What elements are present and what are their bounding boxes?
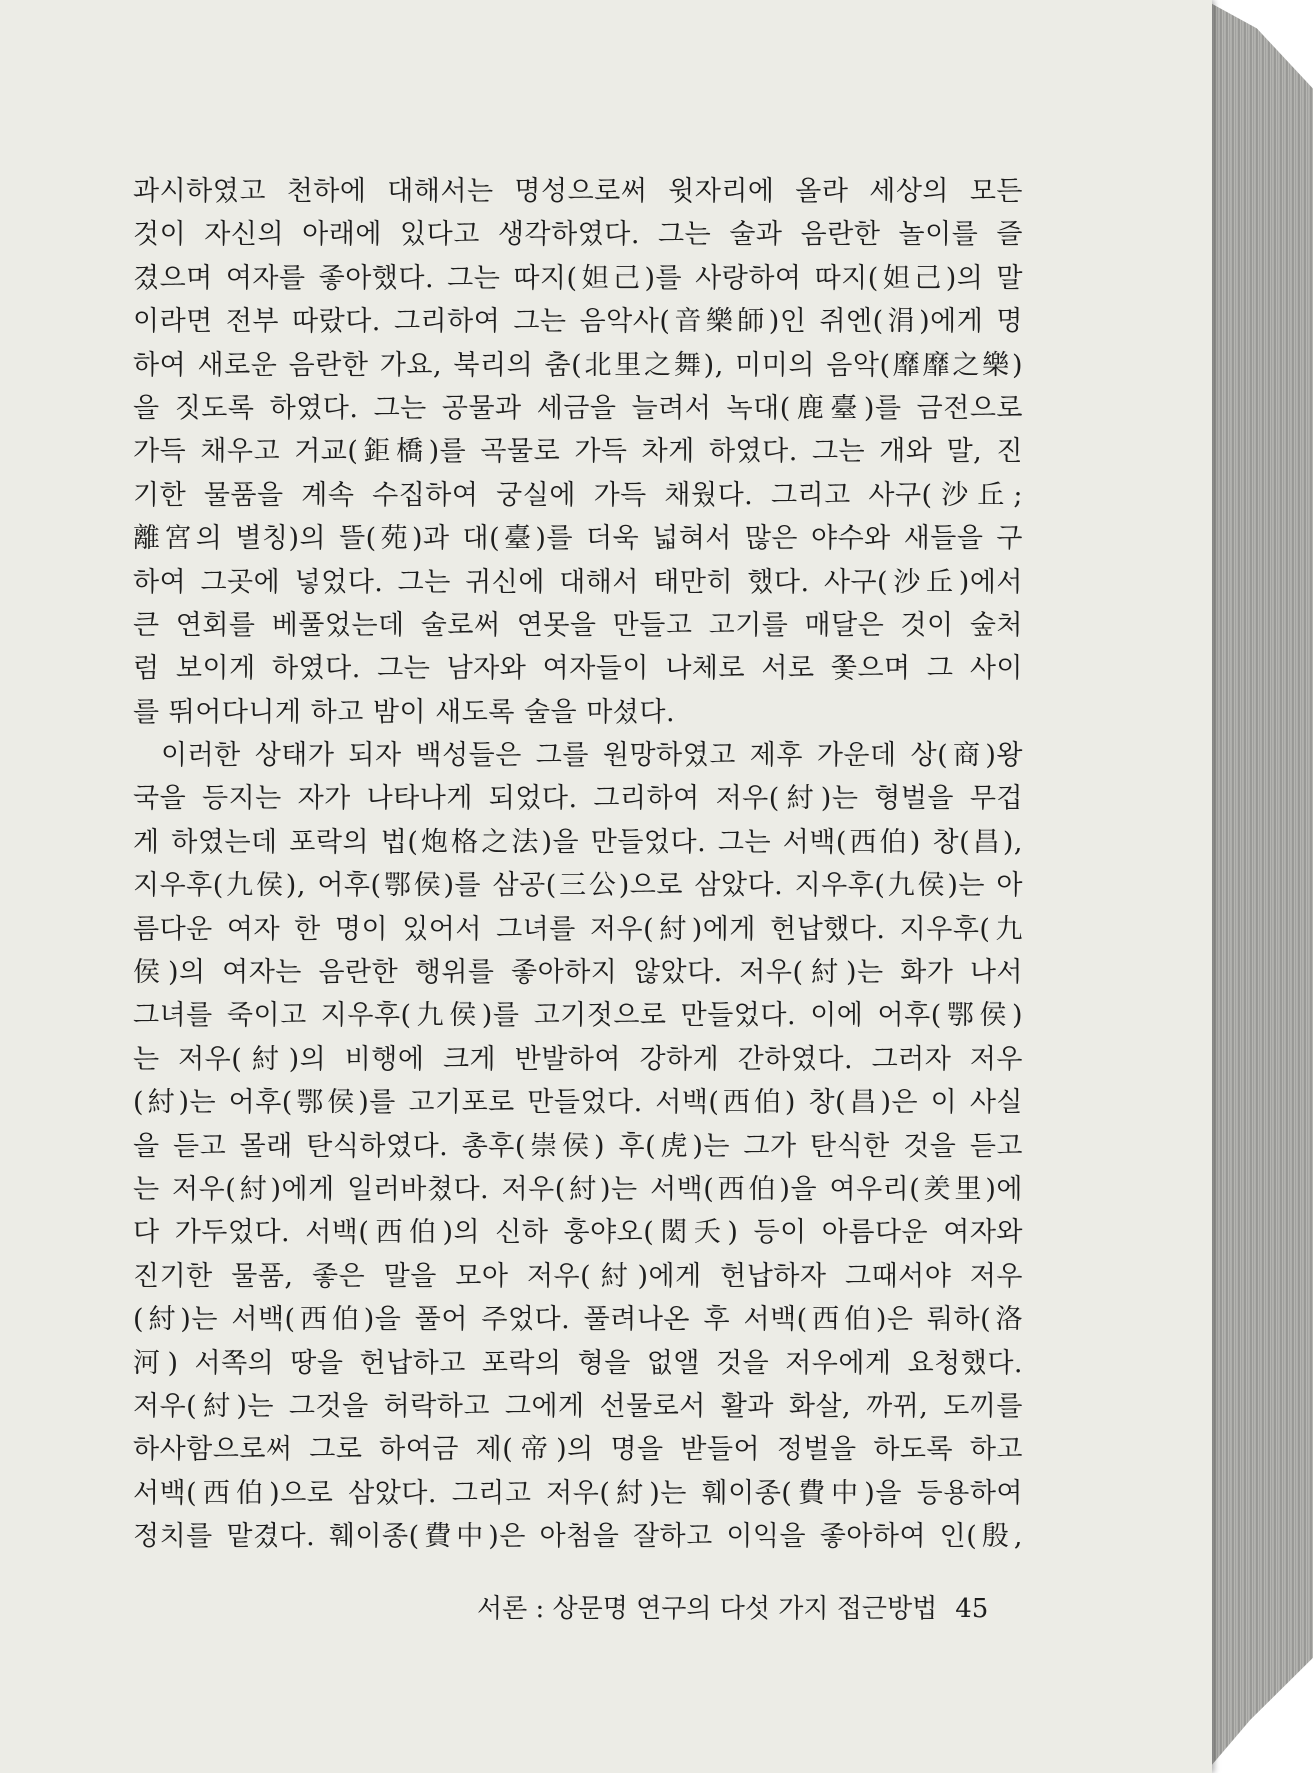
text-line-paragraph-end: 를 뛰어다니게 하고 밤이 새도록 술을 마셨다. (133, 696, 676, 728)
text-line: 그녀를 죽이고 지우후(九侯)를 고기젓으로 만들었다. 이에 어후(鄂侯) (133, 1000, 1023, 1032)
text-line: 하여 새로운 음란한 가요, 북리의 춤(北里之舞), 미미의 음악(靡靡之樂) (133, 349, 1023, 381)
text-line: 이라면 전부 따랐다. 그리하여 그는 음악사(音樂師)인 쥐엔(涓)에게 명 (133, 306, 1023, 338)
body-text (133, 170, 1023, 1559)
text-line: 侯)의 여자는 음란한 행위를 좋아하지 않았다. 저우(紂)는 화가 나서 (133, 957, 1023, 989)
footer-title: 서론 : 상문명 연구의 다섯 가지 접근방법 (477, 1594, 938, 1624)
text-line: 가득 채우고 거교(鉅橋)를 곡물로 가득 차게 하였다. 그는 개와 말, 진 (133, 436, 1023, 468)
text-line: 는 저우(紂)의 비행에 크게 반발하여 강하게 간하였다. 그러자 저우 (133, 1043, 1023, 1075)
text-line: 정치를 맡겼다. 훼이종(費中)은 아첨을 잘하고 이익을 좋아하여 인(殷, (133, 1521, 1023, 1553)
running-footer (477, 1588, 988, 1625)
text-line: 과시하였고 천하에 대해서는 명성으로써 윗자리에 올라 세상의 모든 (133, 176, 1023, 207)
text-line: 다 가두었다. 서백(西伯)의 신하 훙야오(閎夭) 등이 아름다운 여자와 (133, 1217, 1023, 1249)
text-line: 을 듣고 몰래 탄식하였다. 총후(崇侯) 후(虎)는 그가 탄식한 것을 듣고 (133, 1130, 1023, 1162)
text-line: (紂)는 어후(鄂侯)를 고기포로 만들었다. 서백(西伯) 창(昌)은 이 사실 (133, 1087, 1023, 1119)
text-line: 국을 등지는 자가 나타나게 되었다. 그리하여 저우(紂)는 형벌을 무겁 (133, 783, 1023, 815)
text-line: 을 짓도록 하였다. 그는 공물과 세금을 늘려서 녹대(鹿臺)를 금전으로 (133, 392, 1023, 424)
text-line: 럼 보이게 하였다. 그는 남자와 여자들이 나체로 서로 쫓으며 그 사이 (133, 653, 1023, 685)
text-line-paragraph-start: 이러한 상태가 되자 백성들은 그를 원망하였고 제후 가운데 상(商)왕 (161, 740, 1023, 772)
text-line: 하사함으로써 그로 하여금 제(帝)의 명을 받들어 정벌을 하도록 하고 (133, 1434, 1023, 1466)
text-line: 離宮의 별칭)의 뜰(苑)과 대(臺)를 더욱 넓혀서 많은 야수와 새들을 구 (133, 523, 1023, 555)
text-line: 河) 서쪽의 땅을 헌납하고 포락의 형을 없앨 것을 저우에게 요청했다. (133, 1347, 1023, 1379)
text-line: 름다운 여자 한 명이 있어서 그녀를 저우(紂)에게 헌납했다. 지우후(九 (133, 913, 1023, 945)
text-line: 기한 물품을 계속 수집하여 궁실에 가득 채웠다. 그리고 사구(沙丘; (133, 479, 1023, 511)
text-line: 하여 그곳에 넣었다. 그는 귀신에 대해서 태만히 했다. 사구(沙丘)에서 (133, 566, 1023, 598)
page-number: 45 (955, 1594, 989, 1624)
text-line: 진기한 물품, 좋은 말을 모아 저우(紂)에게 헌납하자 그때서야 저우 (133, 1260, 1023, 1292)
text-line: 겼으며 여자를 좋아했다. 그는 따지(妲己)를 사랑하여 따지(妲己)의 말 (133, 262, 1023, 294)
text-line: (紂)는 서백(西伯)을 풀어 주었다. 풀려나온 후 서백(西伯)은 뤄하(洛 (133, 1304, 1023, 1336)
page-stack-edge (1205, 0, 1313, 1773)
text-line: 저우(紂)는 그것을 허락하고 그에게 선물로서 활과 화살, 까뀌, 도끼를 (133, 1390, 1023, 1422)
text-line: 서백(西伯)으로 삼았다. 그리고 저우(紂)는 훼이종(費中)을 등용하여 (133, 1477, 1023, 1509)
text-line: 큰 연회를 베풀었는데 술로써 연못을 만들고 고기를 매달은 것이 숲처 (133, 609, 1023, 641)
text-line: 게 하였는데 포락의 법(炮格之法)을 만들었다. 그는 서백(西伯) 창(昌), (133, 826, 1023, 858)
text-line: 것이 자신의 아래에 있다고 생각하였다. 그는 술과 음란한 놀이를 즐 (133, 219, 1023, 251)
text-line: 지우후(九侯), 어후(鄂侯)를 삼공(三公)으로 삼았다. 지우후(九侯)는 아 (133, 870, 1023, 902)
text-line: 는 저우(紂)에게 일러바쳤다. 저우(紂)는 서백(西伯)을 여우리(羑里)에 (133, 1173, 1023, 1205)
